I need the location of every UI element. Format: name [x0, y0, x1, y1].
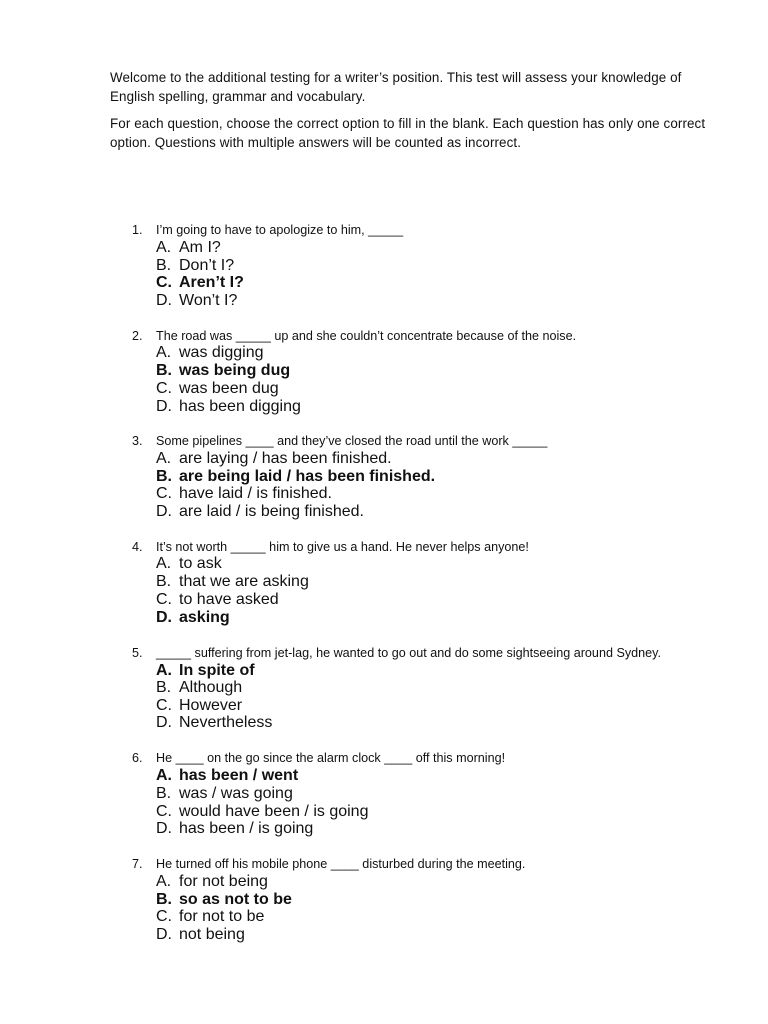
option-text: for not to be: [179, 908, 265, 925]
question-1-option-a: [0, 239, 768, 257]
option-text: was being dug: [179, 362, 291, 379]
option-letter: C.: [156, 380, 172, 397]
option-text: was digging: [179, 344, 264, 361]
question-4-option-b: [0, 573, 768, 591]
option-text: are laying / has been finished.: [179, 450, 392, 467]
question-3-option-a: [0, 450, 768, 468]
option-letter: D.: [156, 292, 172, 309]
question-4-option-a: [0, 555, 768, 573]
option-letter: C.: [156, 908, 172, 925]
option-text: However: [179, 697, 243, 714]
option-letter: C.: [156, 485, 172, 502]
question-1-option-b: [0, 257, 768, 275]
question-number: 4.: [132, 540, 143, 554]
option-text: Nevertheless: [179, 714, 273, 731]
question-1-option-d: [0, 292, 768, 310]
option-letter: D.: [156, 398, 172, 415]
option-text: to ask: [179, 555, 222, 572]
option-text: Am I?: [179, 239, 221, 256]
option-letter: C.: [156, 803, 172, 820]
option-letter: A.: [156, 344, 172, 361]
option-letter: D.: [156, 714, 172, 731]
question-7-option-a: [0, 873, 768, 891]
option-letter: D.: [156, 503, 172, 520]
question-number: 7.: [132, 857, 143, 871]
option-letter: B.: [156, 362, 172, 379]
option-text: has been digging: [179, 398, 301, 415]
option-letter: D.: [156, 609, 172, 626]
option-text: has been / went: [179, 767, 299, 784]
question-text: I’m going to have to apologize to him, _____: [156, 223, 404, 237]
option-text: was / was going: [179, 785, 293, 802]
question-2-option-d: [0, 398, 768, 416]
intro-paragraph-instructions: For each question, choose the correct option to fill in the blank. Each question has only one correct option. Questions with multiple answers will be counted as incorrect.: [110, 116, 706, 150]
question-7-option-d: [0, 926, 768, 944]
option-text: Don’t I?: [179, 257, 235, 274]
question-3-option-d: [0, 503, 768, 521]
question-7-option-b: [0, 891, 768, 909]
option-text: In spite of: [179, 662, 255, 679]
option-letter: A.: [156, 555, 172, 572]
option-text: for not being: [179, 873, 268, 890]
question-text: He ____ on the go since the alarm clock ____ off this morning!: [156, 751, 506, 765]
question-5-option-b: [0, 679, 768, 697]
question-5-option-d: [0, 714, 768, 732]
option-text: Although: [179, 679, 243, 696]
option-letter: A.: [156, 767, 172, 784]
option-text: so as not to be: [179, 891, 292, 908]
option-text: to have asked: [179, 591, 279, 608]
question-2-option-c: [0, 380, 768, 398]
question-number: 6.: [132, 751, 143, 765]
option-text: has been / is going: [179, 820, 314, 837]
option-text: are laid / is being finished.: [179, 503, 364, 520]
question-text: _____ suffering from jet-lag, he wanted to go out and do some sightseeing around Sydney.: [156, 646, 662, 660]
question-2-option-a: [0, 344, 768, 362]
option-text: not being: [179, 926, 245, 943]
question-number: 3.: [132, 434, 143, 448]
intro-section: [110, 68, 710, 160]
question-4-option-c: [0, 591, 768, 609]
question-number: 2.: [132, 329, 143, 343]
option-letter: D.: [156, 820, 172, 837]
option-letter: C.: [156, 697, 172, 714]
question-2-option-b: [0, 362, 768, 380]
question-1-option-c: [0, 274, 768, 292]
option-letter: B.: [156, 785, 172, 802]
option-letter: A.: [156, 239, 172, 256]
option-text: have laid / is finished.: [179, 485, 332, 502]
question-number: 5.: [132, 646, 143, 660]
question-4-option-d: [0, 609, 768, 627]
question-3-option-b: [0, 468, 768, 486]
option-letter: B.: [156, 573, 172, 590]
question-number: 1.: [132, 223, 143, 237]
question-text: The road was _____ up and she couldn’t concentrate because of the noise.: [156, 329, 577, 343]
option-letter: C.: [156, 591, 172, 608]
option-text: Won’t I?: [179, 292, 238, 309]
option-letter: B.: [156, 257, 172, 274]
question-text: He turned off his mobile phone ____ disturbed during the meeting.: [156, 857, 526, 871]
option-letter: A.: [156, 662, 172, 679]
option-text: would have been / is going: [179, 803, 369, 820]
question-6-option-c: [0, 803, 768, 821]
question-5-option-c: [0, 697, 768, 715]
option-letter: C.: [156, 274, 172, 291]
question-3-option-c: [0, 485, 768, 503]
option-letter: D.: [156, 926, 172, 943]
option-letter: B.: [156, 468, 172, 485]
option-text: asking: [179, 609, 230, 626]
question-text: It’s not worth _____ him to give us a hand. He never helps anyone!: [156, 540, 529, 554]
question-text: Some pipelines ____ and they’ve closed the road until the work _____: [156, 434, 548, 448]
question-5-option-a: [0, 662, 768, 680]
question-7-option-c: [0, 908, 768, 926]
option-letter: A.: [156, 450, 172, 467]
option-text: that we are asking: [179, 573, 309, 590]
option-letter: B.: [156, 679, 172, 696]
option-letter: B.: [156, 891, 172, 908]
option-text: Aren’t I?: [179, 274, 244, 291]
option-text: was been dug: [179, 380, 279, 397]
option-letter: A.: [156, 873, 172, 890]
option-text: are being laid / has been finished.: [179, 468, 436, 485]
intro-paragraph-welcome: Welcome to the additional testing for a writer’s position. This test will assess your knowledge of English spelling, grammar and vocabulary.: [110, 70, 682, 104]
question-6-option-a: [0, 767, 768, 785]
question-6-option-d: [0, 820, 768, 838]
question-6-option-b: [0, 785, 768, 803]
